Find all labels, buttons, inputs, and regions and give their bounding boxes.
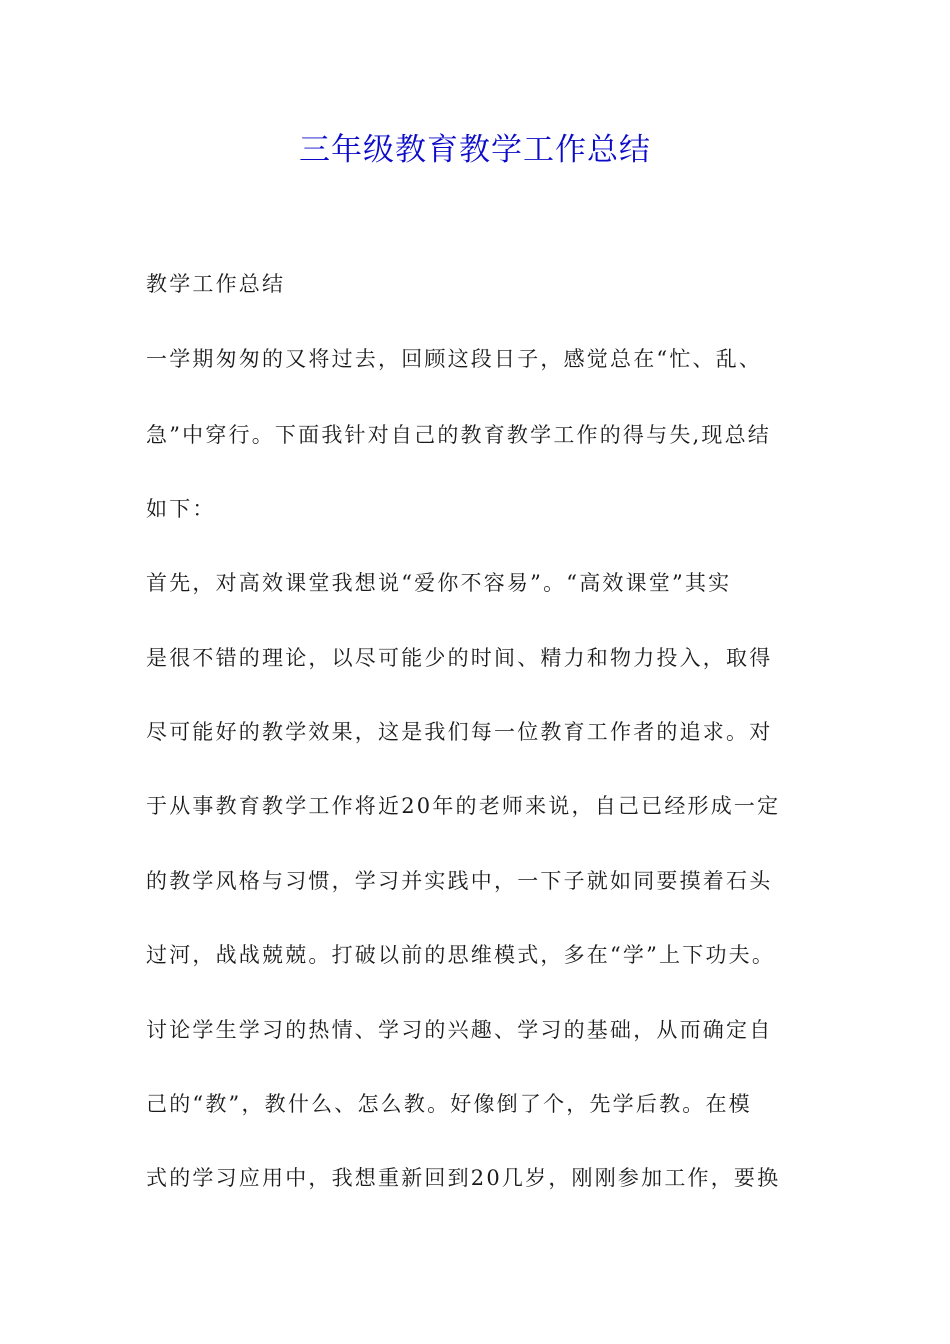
paragraph-line: 式的学习应用中，我想重新回到20几岁，刚刚参加工作，要换 [146,1166,781,1190]
paragraph-line: 急”中穿行。下面我针对自己的教育教学工作的得与失,现总结 [146,423,772,447]
paragraph-line: 尽可能好的教学效果，这是我们每一位教育工作者的追求。对 [146,720,773,744]
document-title: 三年级教育教学工作总结 [299,132,651,168]
paragraph-line: 是很不错的理论，以尽可能少的时间、精力和物力投入，取得 [146,646,773,670]
paragraph-line: 首先，对高效课堂我想说“爱你不容易”。“高效课堂”其实 [146,571,732,595]
paragraph-line: 一学期匆匆的又将过去，回顾这段日子，感觉总在“忙、乱、 [146,347,763,371]
paragraph-line: 讨论学生学习的热情、学习的兴趣、学习的基础，从而确定自 [146,1018,773,1042]
paragraph-line: 于从事教育教学工作将近20年的老师来说，自己已经形成一定 [146,794,781,818]
paragraph-line: 的教学风格与习惯，学习并实践中，一下子就如同要摸着石头 [146,869,773,893]
paragraph-line: 己的“教”，教什么、怎么教。好像倒了个，先学后教。在模 [146,1092,752,1116]
paragraph-line: 过河，战战兢兢。打破以前的思维模式，多在“学”上下功夫。 [146,943,776,967]
paragraph-line: 如下： [146,497,216,521]
section-heading: 教学工作总结 [146,272,286,296]
